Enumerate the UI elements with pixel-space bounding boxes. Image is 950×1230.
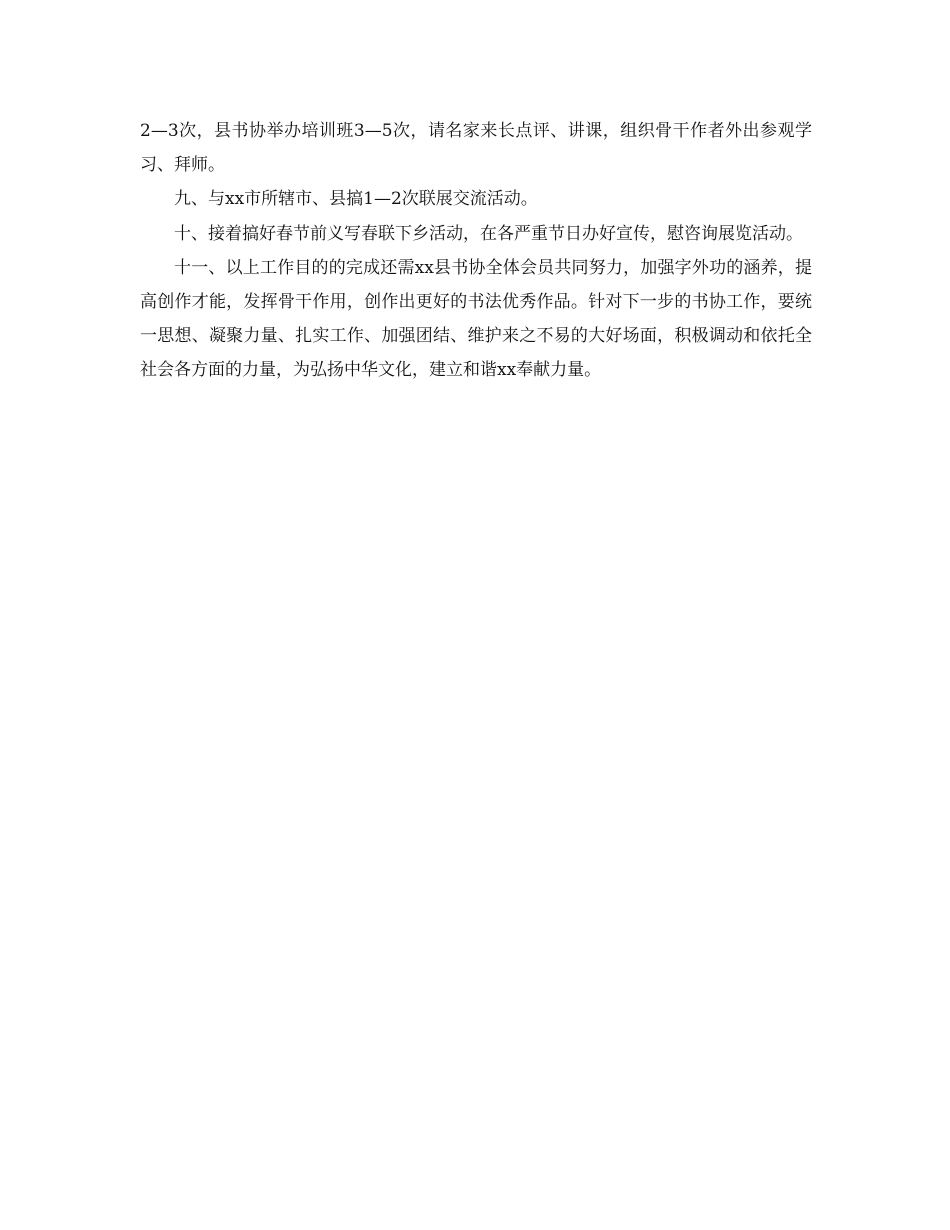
paragraph-continued: 2—3次，县书协举办培训班3—5次，请名家来长点评、讲课，组织骨干作者外出参观学习、拜师。 — [140, 121, 812, 176]
paragraph-item-11: 十一、以上工作目的的完成还需xx县书协全体会员共同努力，加强字外功的涵养，提高创作才能，发挥骨干作用，创作出更好的书法优秀作品。针对下一步的书协工作，要统一思想、凝聚力量、扎实工作、加强团结、维护来之不易的大好场面，积极调动和依托全社会各方面的力量，为弘扬中华文化，建立和谐xx奉献力量。 — [140, 257, 812, 381]
paragraph-item-10: 十、接着搞好春节前义写春联下乡活动，在各严重节日办好宣传，慰咨询展览活动。 — [174, 223, 803, 244]
paragraph-item-9: 九、与xx市所辖市、县搞1—2次联展交流活动。 — [174, 189, 538, 210]
document-body — [140, 114, 812, 388]
